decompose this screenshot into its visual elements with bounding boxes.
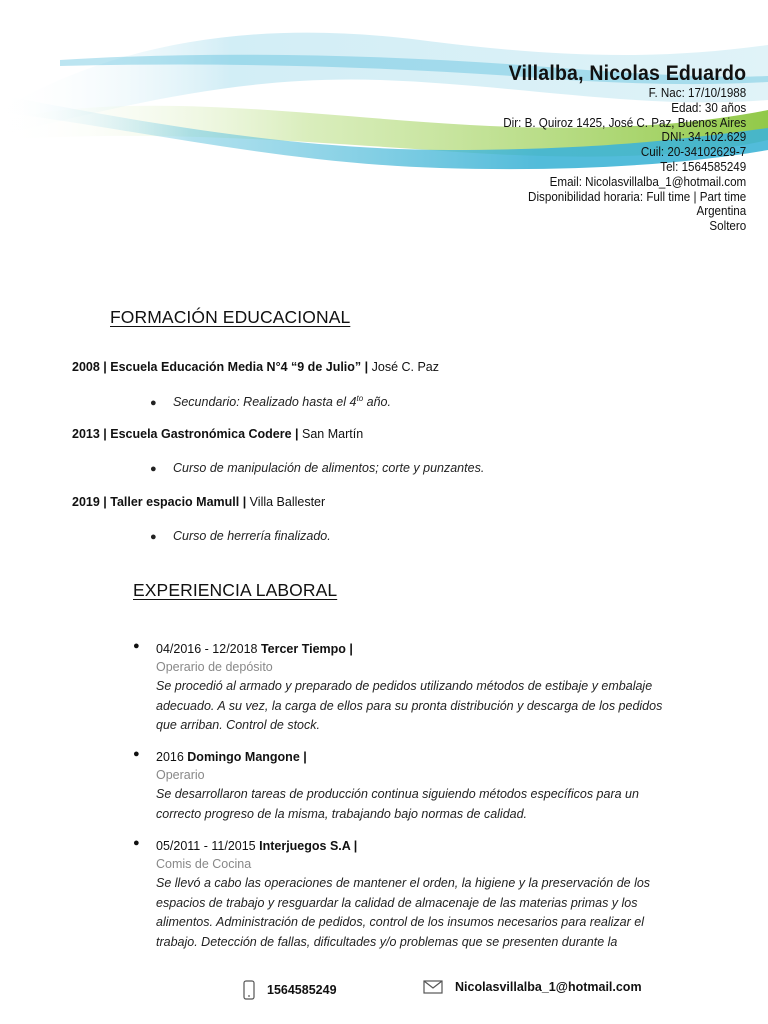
bullet-icon: ● — [150, 397, 157, 410]
bullet-icon: ● — [133, 837, 140, 849]
availability: Disponibilidad horaria: Full time | Part time — [527, 189, 746, 204]
experience-item — [133, 640, 673, 736]
education-item — [72, 495, 325, 509]
experience-dates: 2016 — [156, 750, 188, 764]
education-heading: 2019 | Taller espacio Mamull | — [72, 495, 247, 509]
experience-description: Se llevó a cabo las operaciones de mantener el orden, la higiene y la preservación de los espacios de trabajo y resguardar la calidad de almacenaje de las materias primas y los alimentos. Administración de pedidos, control de los insumos necesarios para realizar el trabajo. Detección de fallas, dificultades y/o problemas que se presenten durante la — [156, 876, 651, 949]
country: Argentina — [696, 204, 746, 219]
dni: DNI: 34.102.629 — [661, 130, 746, 145]
experience-dates: 05/2011 - 11/2015 — [156, 839, 260, 853]
marital-status: Soltero — [709, 219, 746, 234]
experience-role: Comis de Cocina — [156, 857, 252, 871]
experience-company: Tercer Tiempo | — [260, 642, 353, 656]
experience-role: Operario — [156, 768, 205, 782]
full-name: Villalba, Nicolas Eduardo — [508, 62, 746, 85]
footer-email-address: Nicolasvillalba_1@hotmail.com — [455, 980, 642, 994]
education-item — [72, 427, 363, 441]
education-heading: 2008 | Escuela Educación Media N°4 “9 de Julio” | — [72, 360, 369, 374]
cuil: Cuil: 20-34102629-7 — [640, 145, 746, 160]
bullet-icon: ● — [150, 531, 157, 543]
education-title: FORMACIÓN EDUCACIONAL — [110, 307, 351, 327]
age: Edad: 30 años — [671, 100, 746, 115]
experience-dates: 04/2016 - 12/2018 — [156, 642, 261, 656]
address: Dir: B. Quiroz 1425, José C. Paz, Buenos Aires — [503, 115, 746, 130]
footer-phone — [243, 980, 337, 1000]
education-item — [72, 360, 439, 374]
experience-description: Se desarrollaron tareas de producción continua siguiendo métodos específicos para un correcto progreso de la misma, trabajando bajo normas de calidad. — [156, 787, 639, 821]
bullet-icon: ● — [150, 463, 157, 475]
experience-item — [133, 748, 673, 824]
mobile-phone-icon — [243, 980, 255, 1000]
education-place: San Martín — [298, 427, 364, 441]
bullet-icon: ● — [133, 748, 140, 760]
experience-company: Interjuegos S.A | — [259, 839, 358, 853]
email: Email: Nicolasvillalba_1@hotmail.com — [549, 174, 746, 189]
experience-description: Se procedió al armado y preparado de pedidos utilizando métodos de estibaje y embalaje adecuado. A su vez, la carga de ellos para su pronta distribución y descarga de los pedidos que arriban. Control de stock. — [156, 679, 663, 732]
experience-company: Domingo Mangone | — [187, 750, 307, 764]
education-detail: ● Curso de herrería finalizado. — [150, 529, 331, 543]
education-place: Villa Ballester — [246, 495, 326, 509]
experience-item — [133, 837, 673, 952]
footer-email — [423, 980, 642, 994]
education-detail: ● Curso de manipulación de alimentos; corte y punzantes. — [150, 461, 485, 475]
envelope-icon — [423, 980, 443, 994]
experience-role: Operario de depósito — [156, 660, 273, 674]
education-place: José C. Paz — [368, 360, 440, 374]
education-detail: ● Secundario: Realizado hasta el $4^{to}$ año. — [150, 394, 391, 410]
phone: Tel: 1564585249 — [660, 159, 746, 174]
experience-title: EXPERIENCIA LABORAL — [133, 580, 338, 600]
bullet-icon: ● — [133, 640, 140, 652]
birth-date: F. Nac: 17/10/1988 — [648, 86, 746, 100]
education-heading: 2013 | Escuela Gastronómica Codere | — [72, 427, 299, 441]
footer-phone-number: 1564585249 — [267, 983, 337, 997]
contact-header — [503, 62, 746, 234]
